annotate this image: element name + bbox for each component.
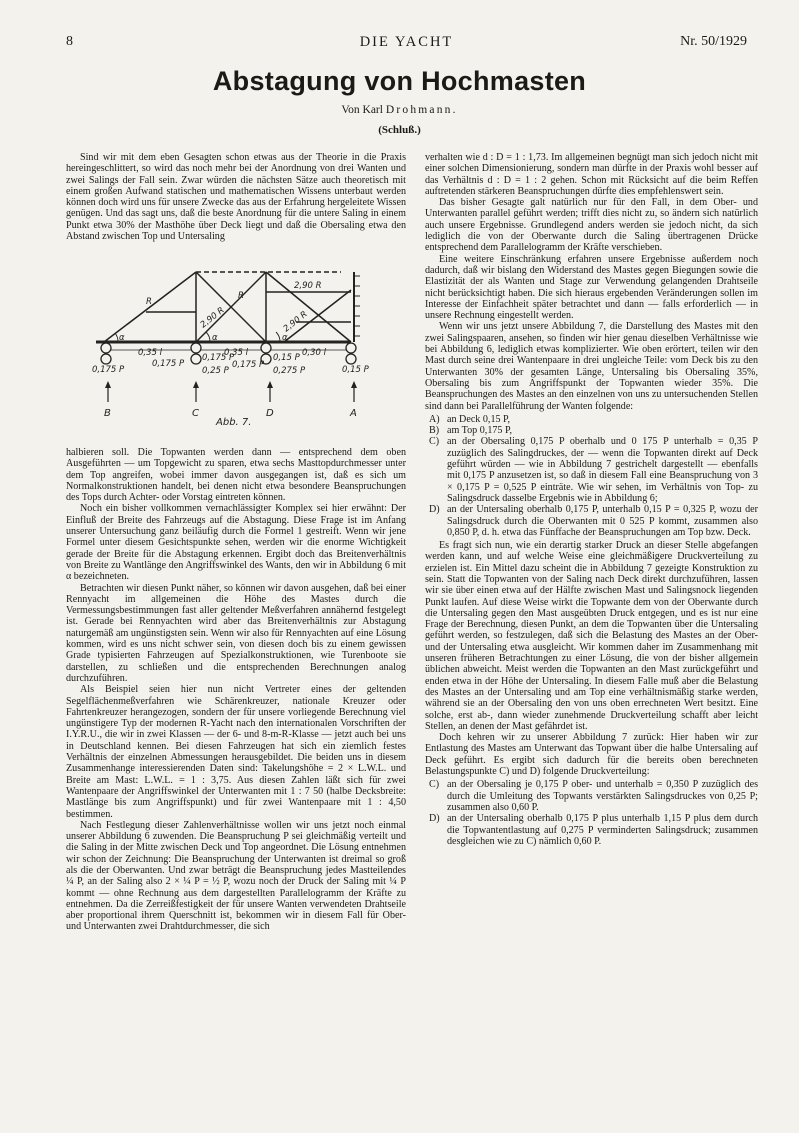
- left-column-bottom: [66, 447, 406, 1107]
- point-a: A: [350, 408, 357, 419]
- author-line: [0, 104, 799, 116]
- label-diag2: 2,90 R: [281, 309, 310, 335]
- label-alpha-1: α: [119, 333, 125, 343]
- paragraph: Betrachten wir diesen Punkt näher, so können wir davon ausgehen, daß bei einer Rennyacht im allgemeinen die Höhe des Mastes durch die Vermessungsbestimmungen fast aller geltender Meßverfahren annähernd festgelegt ist. Gerade bei Rennyachten wird aber das Breitenverhältnis zur Abstagung naturgemäß am ungünstigsten sein. Wenn wir also für Rennyachten auf eine Lösung kommen, wird es uns nicht schwer sein, von diesen doch bis zu einem gewissen Grade typisierten Fahrzeugen auf Spezialkonstruktionen, wie Turenboote sie darstellen, zu schließen und die entsprechenden Berechnungen analog durchzuführen.: [66, 582, 406, 684]
- list-text: an der Obersaling 0,175 P oberhalb und 0 175 P unterhalb = 0,35 P zuzüglich des Salingdruckes, der — wenn die Topwanten direkt auf Deck geführt würden — wie in Abbildung 7 gestrichelt dargestellt — ebenfalls mit 0,175 P anzusetzen ist, so daß in diesem Fall eine Beanspruchung von 3 × 0,175 P = 0,525 P einträte. Wie wir sehen, im Verhältnis von Top- zu Salingsdruck dasselbe Ergebnis wie in Abbildung 6;: [447, 436, 758, 504]
- figure-caption: Abb. 7.: [216, 417, 252, 428]
- list-item: [425, 425, 758, 436]
- right-column: [425, 152, 758, 1107]
- point-d: D: [266, 408, 274, 419]
- list-text: an der Obersaling je 0,175 P ober- und unterhalb = 0,350 P zuzüglich des durch die Umleitung des Topwants verstärkten Salingsdruckes von 0,25 P; zusammen also 0,60 P.: [447, 779, 758, 813]
- list-marker: D): [429, 504, 440, 516]
- label-dim1: 0,35 l: [138, 348, 162, 358]
- continuation-note: (Schluß.): [378, 124, 421, 136]
- point-c: C: [192, 408, 199, 419]
- list-text: am Top 0,175 P,: [447, 425, 513, 437]
- issue-number: Nr. 50/1929: [680, 34, 747, 49]
- paragraph: Doch kehren wir zu unserer Abbildung 7 zurück: Hier haben wir zur Entlastung des Mastes am Unterwant das Topwant über die halbe Untersaling auf Deck geführt. Es ergibt sich dadurch für die bereits oben berechneten Belastungspunkte C) und D) folgende Druckverteilung:: [425, 732, 758, 778]
- list-marker: C): [429, 779, 440, 791]
- paragraph: Als Beispiel seien hier nun nicht Vertreter eines der geltenden Segelflächenmeßverfahren wie Schärenkreuzer, nationale Kreuzer oder Fahrtenkreuzer herangezogen, sondern der für unsere vorliegende Berechnung viel ungünstigere Typ der modernen R-Yacht nach den internationalen Vorschriften der I.Y.R.U., die wir in zwei Klassen — der 6- und 8-m-R-Klasse — jetzt auch bei uns in Deutschland kennen. Bei diesen Fahrzeugen hat sich ein ziemlich festes Verhältnis der einzelnen Abmessungen herausgebildet. Die beiden uns in diesem Zusammenhange interessierenden Daten sind: Takelungshöhe = 2 × L.W.L. und Breite am Mast: L.W.L. = 1 : 3,75. Aus diesen Zahlen läßt sich für zwei Wantenpaare der Angriffswinkel der Unterwanten mit 1 : 7 50 (halbe Decksbreite: Mastlänge bis zum Angriffspunkt) und für zwei Wantenpaare mit 1 : 4,50 bestimmen.: [66, 684, 406, 820]
- label-l3: 0,175 P: [202, 353, 235, 363]
- point-b: B: [104, 408, 111, 419]
- list-text: an der Untersaling oberhalb 0,175 P, unterhalb 0,15 P = 0,325 P, wozu der Salingsdruck durch die Oberwanten mit 0 525 P kommt, zusammen also 0,850 P, d. h. etwa das Fünffache der Beanspruchungen am Top bzw. Deck.: [447, 504, 758, 538]
- label-top-r: 2,90 R: [294, 281, 322, 291]
- paragraph: Eine weitere Einschränkung erfahren unsere Ergebnisse außerdem noch dadurch, daß wir bislang den Widerstand des Mastes gegen Biegungen sowie die Elastizität der als Wanten und Stage zur Verwendung gelangenden Drahtseile nicht berücksichtigt haben. Die sich hieraus ergebenden Veränderungen sollen im Interesse der Einfachheit später betrachtet und dann — falls erforderlich — in unsere Rechnung eingestellt werden.: [425, 253, 758, 322]
- magazine-title: DIE YACHT: [359, 34, 454, 50]
- list-item: [425, 813, 758, 847]
- label-dim2: 0,35 l: [224, 348, 248, 358]
- list-item: [425, 414, 758, 425]
- load-list-2: [425, 779, 758, 847]
- label-r1: R: [146, 297, 152, 307]
- paragraph: Sind wir mit dem eben Gesagten schon etwas aus der Theorie in die Praxis hereingeschlittert, so wird das noch mehr bei der Anordnung von drei Wanten und zwei Salings der Fall sein. Zwar würden die nächsten Sätze auch theoretisch mit einem großen Aufwand statischen und mathematischen Wissens unterbaut werden können doch wird uns für unsere Zwecke das aus der Erfahrung hergeleitete Wissen genügen. Und das sagt uns, daß die beste Anordnung für die untere Saling in einem Punkt etwa 30% der Masthöhe über Deck liegt und daß die Obersaling etwa den Abstand zwischen Top und Untersaling: [66, 152, 406, 243]
- left-column-top: [66, 152, 406, 248]
- paragraph: Noch ein bisher vollkommen vernachlässigter Komplex sei hier erwähnt: Der Einfluß der Breite des Fahrzeugs auf die Abstagung. Diese Frage ist im Anfang unserer Untersuchung ganz beiläufig durch die Formel 1 gestreift. Wenn wir jene Formel unter diesem Gesichtspunkte sehen, werden wir die enorme Wichtigkeit gerade der Breite für die Abstagung erkennen. Ergibt doch das Breitenverhältnis von Breite zu Wantlänge den Angriffswinkel des Wants, den wir in Abbildung 6 mit α bezeichneten.: [66, 503, 406, 583]
- label-l5: 0,175 P: [232, 360, 265, 370]
- paragraph: Wenn wir uns jetzt unsere Abbildung 7, die Darstellung des Mastes mit den zwei Salingspaaren, ansehen, so finden wir hier genau dieselben Verhältnisse wie bei Abbildung 6, lediglich etwas komplizierter. Wie oben erörtert, teilen wir den Mast durch seine drei Wantenpaare in drei ungleiche Teile: vom Deck bis zu den Unterwanten 30% der gesamten Länge, Untersaling bis Obersaling 35%, Obersaling bis zum Angriffspunkt der Topwanten wieder 35%. Die Beanspruchungen des Mastes an den einzelnen von uns zu untersuchenden Stellen sind dann bei Parallelführung der Wanten folgende:: [425, 321, 758, 412]
- label-l6: 0,15 P: [273, 353, 300, 363]
- list-marker: B): [429, 425, 440, 437]
- list-item: [425, 504, 758, 538]
- label-l1: 0,175 P: [92, 365, 125, 375]
- list-marker: A): [429, 413, 440, 425]
- label-diag1: 2,90 R: [198, 305, 227, 331]
- article-title: Abstagung von Hochmasten: [212, 66, 587, 96]
- author-name: Drohmann.: [385, 104, 458, 116]
- load-list-1: [425, 414, 758, 538]
- page-number: 8: [66, 34, 73, 49]
- list-marker: C): [429, 436, 440, 448]
- right-paragraphs-2: [425, 540, 758, 777]
- label-l7: 0,275 P: [273, 366, 306, 376]
- label-dim3: 0,30 l: [302, 348, 326, 358]
- paragraph: Nach Festlegung dieser Zahlenverhältnisse wollen wir uns jetzt noch einmal unserer Abbildung 6 zuwenden. Die Beanspruchung P sei gleichmäßig verteilt und die Saling in der Mitte zwischen Deck und Top angeordnet. Die Lösung entnehmen wir schon der Zeichnung: Die Beanspruchung der Unterwanten ist dreimal so groß als die der Oberwanten. Und zwar beträgt die Beanspruchung jedes Mastteilendes ¼ P, an der Saling also 2 × ¼ P = ½ P, wozu noch der Druck der Saling mit ¼ P kommt — ohne Rechnung aus dem dargestellten Parallelogramm der Kräfte zu entnehmen. Da die Zerreißfestigkeit der für unsere Wanten verwendeten Drahtseile aber proportional ihrem Querschnitt ist, bekommen wir in diesem Fall für Ober- und Unterwanten zwei Drahtdurchmesser, die sich: [66, 819, 406, 933]
- right-paragraphs-1: [425, 152, 758, 412]
- list-text: an Deck 0,15 P,: [447, 413, 511, 425]
- label-l8: 0,15 P: [342, 365, 369, 375]
- mast-diagram: [86, 262, 386, 430]
- list-text: an der Untersaling oberhalb 0,175 P plus unterhalb 1,15 P plus dem durch die Topwantentlastung auf 0,275 P verminderten Salingsdruck; zusammen desgleichen wie zu C) nämlich 0,60 P.: [447, 813, 758, 847]
- author-prefix: Von Karl: [341, 104, 383, 116]
- paragraph: Es fragt sich nun, wie ein derartig starker Druck an dieser Stelle abgefangen werden kann, und auf welche Weise eine gleichmäßigere Druckverteilung zu erzielen ist. Ein Mittel dazu scheint die in Abbildung 7 gezeigte Konstruktion zu sein. Statt die Topwanten von der Saling nach Deck direkt durchzuführen, lassen wir sie über einen etwa auf der Hälfte zwischen Mast und Salingsnock liegenden Punkt laufen. Auf diese Weise wirkt die Topwante dem von der Oberwante durch die Untersaling gegen den Mast ausgeübten Druck entgegen, und es ist nur eine Frage der Berechnung, diesen Punkt, an dem die Topwanten über die Untersaling geführt werden, so festzulegen, daß sich die Belastung des Mastes an der Ober- und der Untersaling etwa ausgleicht. Wir kommen daher im Zusammenhang mit unseren früheren Betrachtungen zu einer Lösung, die von der bisher allgemein üblichen abweicht. Meist werden die Topwanten an den Mast zurückgeführt und enden etwa in der Höhe der Untersaling. In diesem Falle muß aber die Belastung des Mastes an der Untersaling und am Top eine verhältnismäßig starke werden, während sie an der Obersaling den von uns oben errechneten Wert besitzt. Eine solche, erst ab-, dann wieder zunehmende Druckverteilung schafft aber leicht Stellen, an denen der Mast gefährdet ist.: [425, 540, 758, 732]
- paragraph: halbieren soll. Die Topwanten werden dann — entsprechend dem oben Ausgeführten — um Topgewicht zu sparen, etwa sechs Masttopdurchmesser unter dem Top angreifen, wobei immer davon ausgegangen ist, daß es sich um Normalkonstruktionen handelt, bei denen nicht etwa besondere Beanspruchungen des Tops durch Achter- oder Vorstag eintreten können.: [66, 447, 406, 504]
- label-r2: R: [238, 291, 244, 301]
- paragraph: verhalten wie d : D = 1 : 1,73. Im allgemeinen begnügt man sich jedoch nicht mit einer solchen Dimensionierung, sondern man dürfte in der Praxis wohl besser auf das Verhältnis d : D = 1 : 2 gehen. Schon mit Rücksicht auf die beim Reffen auftretenden stärkeren Beanspruchungen dürfte dies empfehlenswert sein.: [425, 152, 758, 197]
- running-header: [66, 34, 747, 52]
- list-item: [425, 436, 758, 504]
- label-l4: 0,25 P: [202, 366, 229, 376]
- list-marker: D): [429, 813, 440, 825]
- label-alpha-3: α: [282, 333, 288, 343]
- figure-abb7: [86, 262, 386, 430]
- label-l2: 0,175 P: [152, 359, 185, 369]
- list-item: [425, 779, 758, 813]
- paragraph: Das bisher Gesagte galt natürlich nur für den Fall, in dem Ober- und Unterwanten parallel geführt werden; trifft dies nicht zu, so ändern sich natürlich auch unsere Ergebnisse. Grundlegend anders werden sie jedoch nicht, da sich lediglich die von der Oberwante durch die Saling übertragenen Drücke entsprechend dem Parallelogramm der Kräfte verschieben.: [425, 197, 758, 254]
- label-alpha-2: α: [212, 333, 218, 343]
